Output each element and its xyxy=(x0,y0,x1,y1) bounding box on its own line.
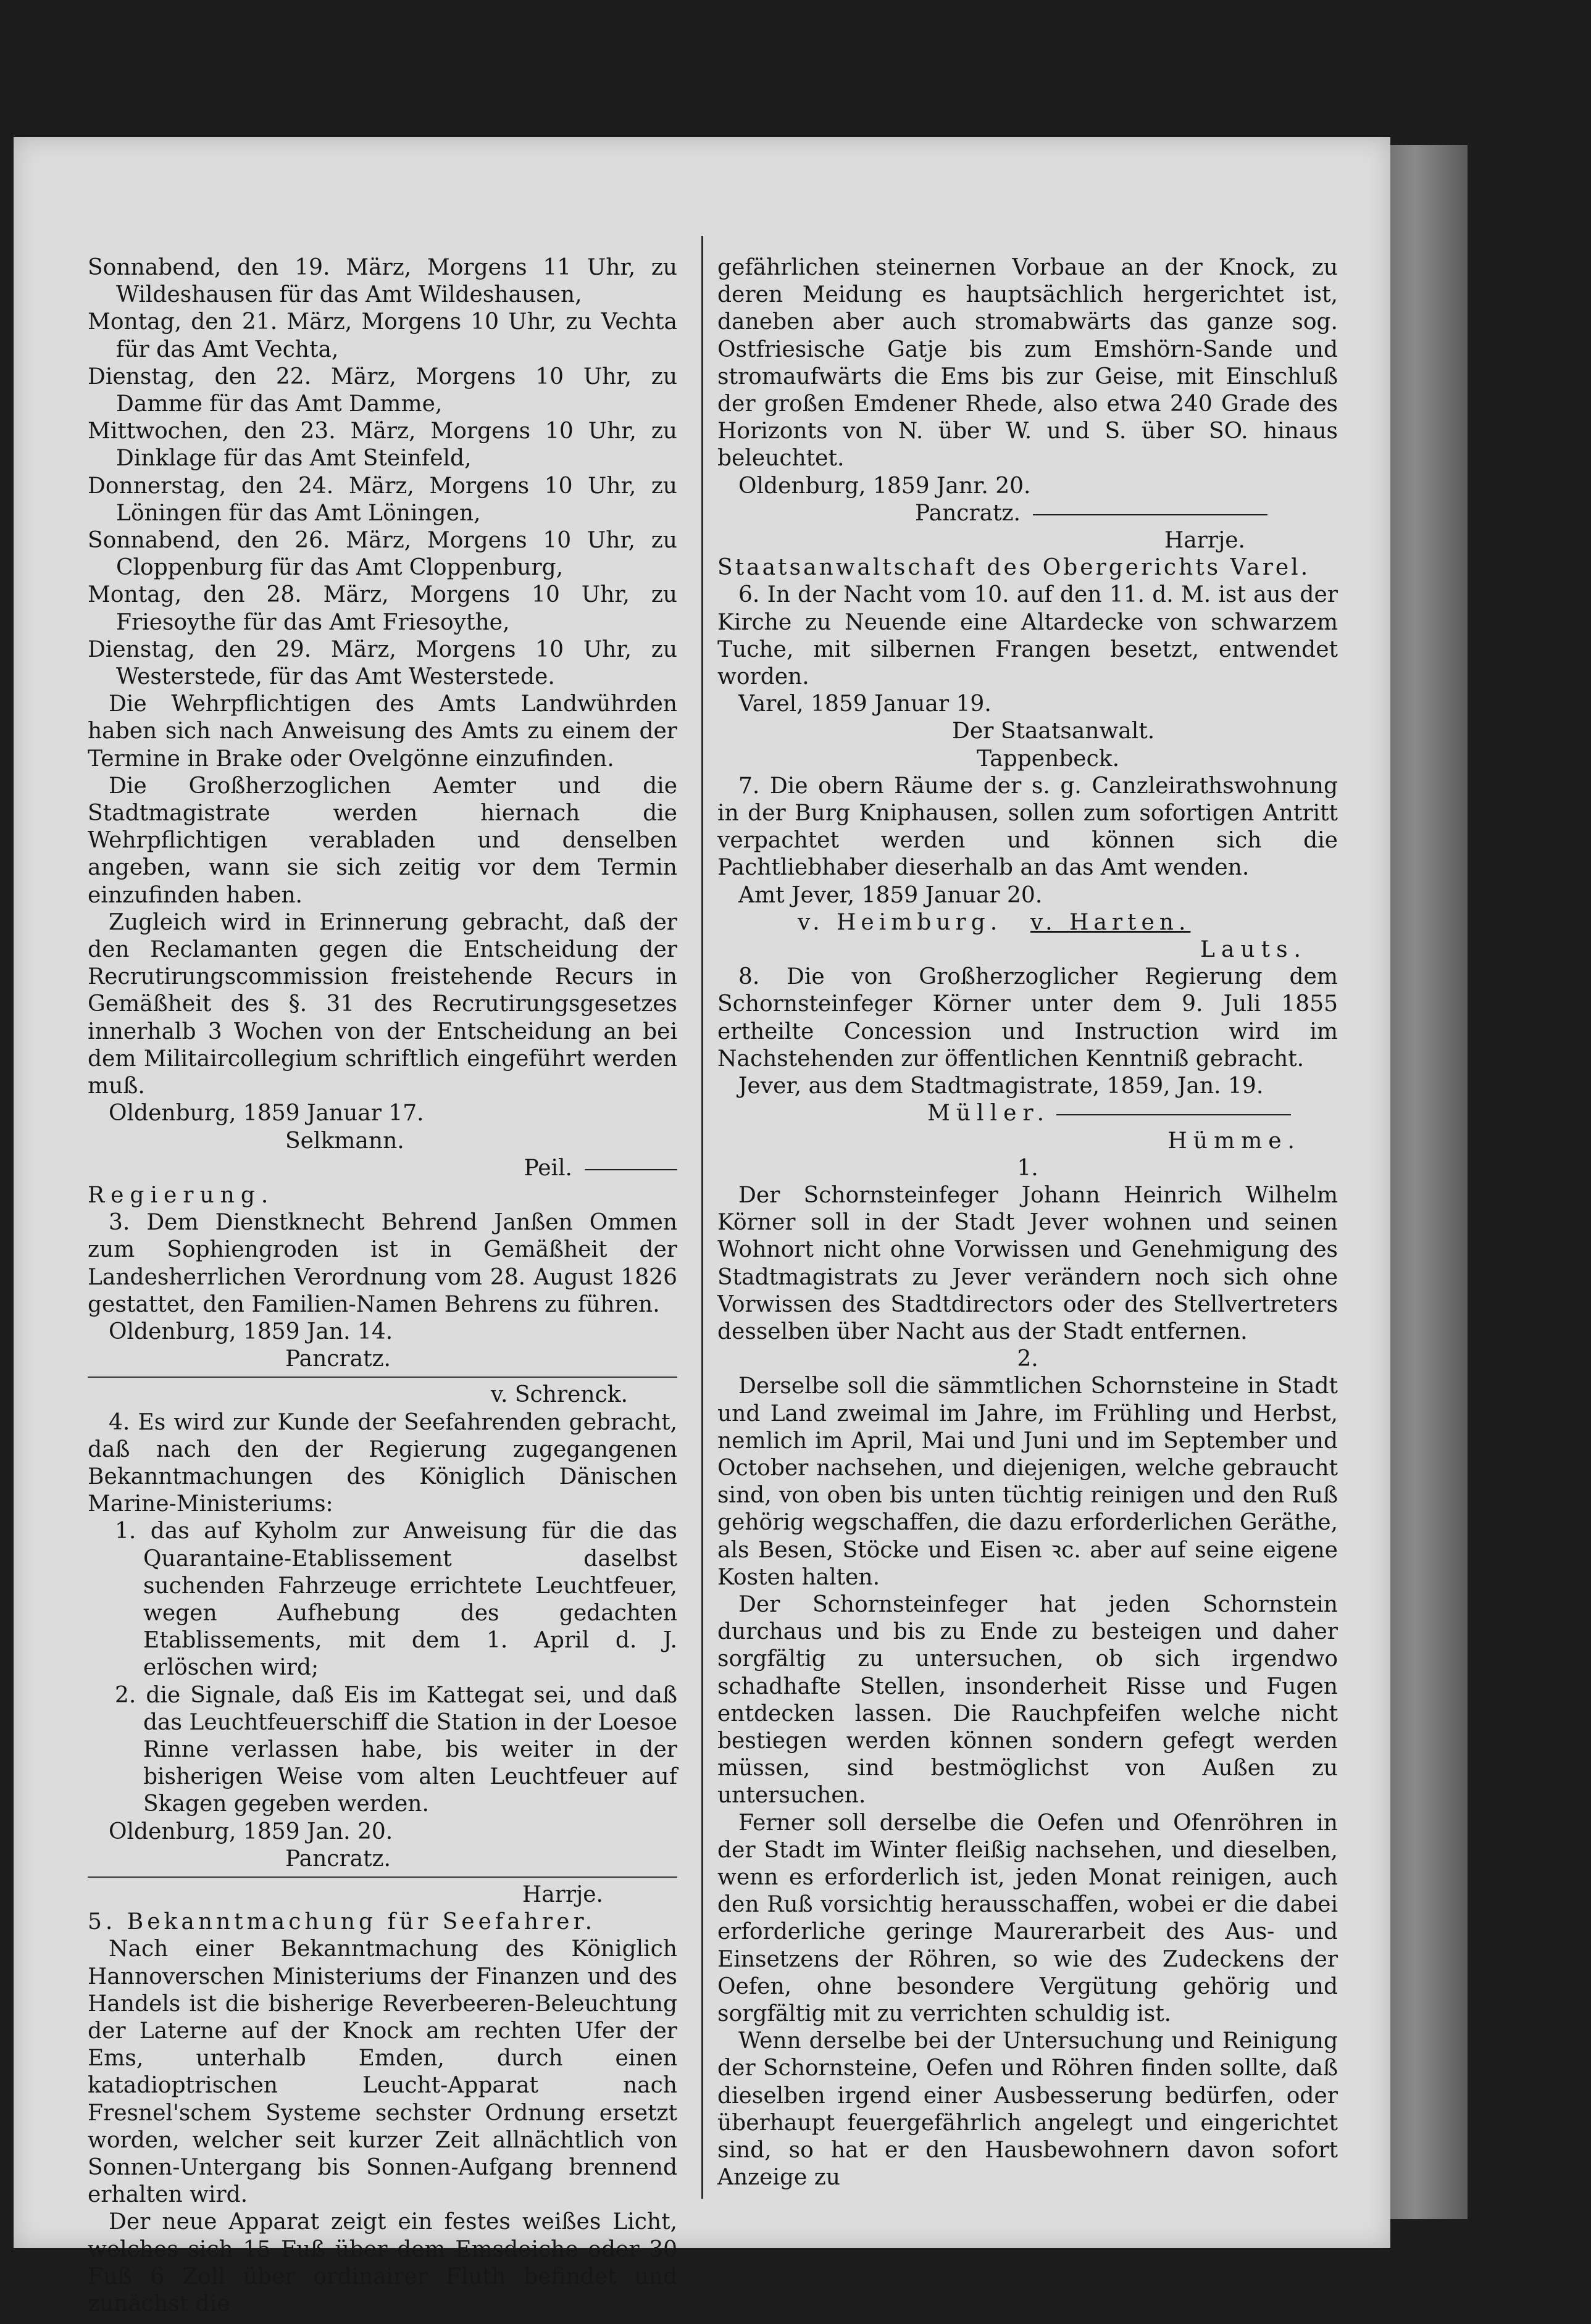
paragraph: Wenn derselbe bei der Untersuchung und Reinigung der Schornsteine, Oefen und Röhren finden sollte, daß dieselben irgend einer Ausbesserung bedürfen, oder überhaupt feuergefährlich angelegt und eingerichtet sind, so hat er den Hausbewohnern davon sofort Anzeige zu xyxy=(717,2028,1338,2191)
date-line: Varel, 1859 Januar 19. xyxy=(738,691,992,717)
paragraph: Die Großherzoglichen Aemter und die Stadtmagistrate werden hiernach die Wehrpflichtigen verabladen und denselben angeben, wann sie sich zeitig vor dem Termin einzufinden haben. xyxy=(88,773,677,908)
list-item: 1. das auf Kyholm zur Anweisung für die das Quarantaine-Etablissement daselbst suchenden Fahrzeuge errichtete Leuchtfeuer, wegen Aufhebung des gedachten Etablissements, mit dem 1. April d. J. erlöschen wird; xyxy=(115,1518,677,1681)
paragraph: Sonnabend, den 26. März, Morgens 10 Uhr, zu Cloppenburg für das Amt Cloppenburg, xyxy=(88,528,677,581)
paragraph: Der neue Apparat zeigt ein festes weißes Licht, welches sich 15 Fuß über dem Emsdeiche oder 30 Fuß 6 Zoll über ordinairer Fluth befindet und zunächst die xyxy=(88,2209,677,2317)
signature: Tappenbeck. xyxy=(977,746,1120,772)
paragraph: 6. In der Nacht vom 10. auf den 11. d. M. ist aus der Kirche zu Neuende eine Altardecke von schwarzem Tuche, mit silbernen Frangen besetzt, entwendet worden. xyxy=(717,582,1338,690)
signature-rule xyxy=(1056,1114,1291,1115)
signature-rule xyxy=(1033,514,1267,515)
signature: Pancratz. xyxy=(285,1846,391,1872)
right-column xyxy=(717,254,1338,2191)
signature xyxy=(717,1100,1338,1127)
section-number: 1. xyxy=(1017,1155,1038,1181)
signature xyxy=(717,500,1338,527)
section-number: 2. xyxy=(1017,1346,1038,1372)
section-heading: Regierung. xyxy=(88,1182,275,1208)
date-line: Amt Jever, 1859 Januar 20. xyxy=(738,882,1043,908)
paragraph: Der Schornsteinfeger Johann Heinrich Wilhelm Körner soll in der Stadt Jever wohnen und seinen Wohnort nicht ohne Vorwissen und Genehmigung des Stadtmagistrats zu Jever verändern noch sich ohne Vorwissen des Stadtdirectors oder des Stellvertreters desselben über Nacht aus der Stadt entfernen. xyxy=(717,1182,1338,1344)
signature-rule xyxy=(585,1169,677,1170)
paragraph: Die Wehrpflichtigen des Amts Landwührden haben sich nach Anweisung des Amts zu einem der Termine in Brake oder Ovelgönne einzufinden. xyxy=(88,691,677,772)
date-line: Oldenburg, 1859 Jan. 14. xyxy=(109,1318,393,1344)
date-line: Oldenburg, 1859 Januar 17. xyxy=(109,1101,424,1127)
date-line: Oldenburg, 1859 Jan. 20. xyxy=(109,1818,393,1844)
list-item: 2. die Signale, daß Eis im Kattegat sei, und daß das Leuchtfeuerschiff die Station in der Loesoe Rinne verlassen habe, bis weiter in der bisherigen Weise vom alten Leuchtfeuer auf Skagen gegeben werden. xyxy=(115,1682,677,1817)
date-line: Jever, aus dem Stadtmagistrate, 1859, Jan. 19. xyxy=(738,1073,1264,1099)
paragraph: Dienstag, den 29. März, Morgens 10 Uhr, zu Westerstede, für das Amt Westerstede. xyxy=(88,636,677,690)
paragraph: Ferner soll derselbe die Oefen und Ofenröhren in der Stadt im Winter fleißig nachsehen, und dieselben, wenn es erforderlich ist, jeden Monat reinigen, auch den Ruß vorsichtig herausschaffen, wobei er die dabei erforderliche geringe Maurerarbeit des Aus- und Einsetzens der Röhren, so wie des Zudeckens der Oefen, ohne besondere Vergütung gehörig und sorgfältig mit zu verrichten schuldig ist. xyxy=(717,1810,1338,2026)
paragraph: 3. Dem Dienstknecht Behrend Janßen Ommen zum Sophiengroden ist in Gemäßheit der Landesherrlichen Verordnung vom 28. August 1826 gestattet, den Familien-Namen Behrens zu führen. xyxy=(88,1210,677,1317)
date-line: Oldenburg, 1859 Janr. 20. xyxy=(738,473,1031,499)
paragraph: 8. Die von Großherzoglicher Regierung dem Schornsteinfeger Körner unter dem 9. Juli 1855 ertheilte Concession und Instruction wird im Nachstehenden zur öffentlichen Kenntniß gebracht. xyxy=(717,964,1338,1072)
paragraph: Montag, den 28. März, Morgens 10 Uhr, zu Friesoythe für das Amt Friesoythe, xyxy=(88,582,677,635)
signature xyxy=(88,1155,677,1182)
document-page xyxy=(14,137,1390,2317)
paragraph: Donnerstag, den 24. März, Morgens 10 Uhr, zu Löningen für das Amt Löningen, xyxy=(88,473,677,526)
signature: Harrje. xyxy=(1164,528,1245,554)
paragraph: Der Schornsteinfeger hat jeden Schornstein durchaus und bis zu Ende zu besteigen und daher sorgfältig zu untersuchen, ob sich irgendwo schadhafte Stellen, insonderheit Risse und Fugen entdecken lassen. Die Rauchpfeifen welche nicht bestiegen werden können sondern gefegt werden müssen, sind bestmöglichst von Außen zu untersuchen. xyxy=(717,1591,1338,1809)
paragraph: Mittwochen, den 23. März, Morgens 10 Uhr, zu Dinklage für das Amt Steinfeld, xyxy=(88,419,677,472)
signature: Harrje. xyxy=(522,1881,603,1907)
signature: Hümme. xyxy=(1167,1128,1301,1154)
signature: Lauts. xyxy=(1200,937,1307,963)
paragraph: Sonnabend, den 19. März, Morgens 11 Uhr, zu Wildeshausen für das Amt Wildeshausen, xyxy=(88,255,677,308)
paragraph: Derselbe soll die sämmtlichen Schornsteine in Stadt und Land zweimal im Jahre, im Frühling und Herbst, nemlich im April, Mai und Juni und im September und October nachsehen, und diejenigen, welche gebraucht sind, von oben bis unten tüchtig reinigen und den Ruß gehörig wegschaffen, die dazu erforderlichen Geräthe, als Besen, Stöcke und Eisen ꝛc. aber auf seine eigene Kosten halten. xyxy=(717,1373,1338,1590)
signature-name: Müller. xyxy=(927,1101,1051,1127)
paragraph: gefährlichen steinernen Vorbaue an der Knock, zu deren Meidung es hauptsächlich hergerichtet ist, daneben aber auch stromabwärts das ganze sog. Ostfriesische Gatje bis zum Emshörn-Sande und stromaufwärts die Ems bis zur Geise, mit Einschluß der großen Emdener Rhede, also etwa 240 Grade des Horizonts von N. über W. und S. über SO. hinaus beleuchtet. xyxy=(717,255,1338,472)
paragraph: 7. Die obern Räume der s. g. Canzleirathswohnung in der Burg Kniphausen, sollen zum sofortigen Antritt verpachtet werden und können sich die Pachtliebhaber dieserhalb an das Amt wenden. xyxy=(717,773,1338,881)
paragraph: Nach einer Bekanntmachung des Königlich Hannoverschen Ministeriums der Finanzen und des Handels ist die bisherige Reverbeeren-Beleuchtung der Laterne auf der Knock am rechten Ufer der Ems, unterhalb Emden, durch einen katadioptrischen Leucht-Apparat nach Fresnel'schem Systeme sechster Ordnung ersetzt worden, welcher seit kurzer Zeit allnächtlich von Sonnen-Untergang bis Sonnen-Aufgang brennend erhalten wird. xyxy=(88,1936,677,2208)
signature-row xyxy=(717,909,1338,936)
column-divider xyxy=(701,236,703,2199)
paragraph: Dienstag, den 22. März, Morgens 10 Uhr, zu Damme für das Amt Damme, xyxy=(88,364,677,417)
signature: Der Staatsanwalt. xyxy=(952,718,1155,744)
signature-name: Pancratz. xyxy=(915,500,1021,526)
paragraph: 4. Es wird zur Kunde der Seefahrenden gebracht, daß nach den der Regierung zugegangenen Bekanntmachungen des Königlich Dänischen Marine-Ministeriums: xyxy=(88,1409,677,1517)
left-column xyxy=(88,254,677,2318)
signature-name: Peil. xyxy=(524,1155,572,1181)
signature: Pancratz. xyxy=(285,1346,391,1372)
signature-name: v. Heimburg. xyxy=(798,909,1003,935)
paragraph: Montag, den 21. März, Morgens 10 Uhr, zu Vechta für das Amt Vechta, xyxy=(88,309,677,362)
signature-name: v. Harten. xyxy=(1030,909,1191,935)
paragraph: Zugleich wird in Erinnerung gebracht, daß der den Reclamanten gegen die Entscheidung der Recrutirungscommission freistehende Recurs in Gemäßheit des §. 31 des Recrutirungsgesetzes innerhalb 3 Wochen von der Entscheidung an bei dem Militaircollegium schriftlich eingeführt werden muß. xyxy=(88,909,677,1099)
separator-rule xyxy=(88,1876,677,1878)
signature: v. Schrenck. xyxy=(490,1382,628,1408)
section-heading: 5. Bekanntmachung für Seefahrer. xyxy=(88,1909,596,1935)
book-spine-edge xyxy=(1380,145,1468,2219)
separator-rule xyxy=(88,1376,677,1378)
section-heading: Staatsanwaltschaft des Obergerichts Varel. xyxy=(717,555,1311,581)
signature: Selkmann. xyxy=(285,1128,404,1154)
